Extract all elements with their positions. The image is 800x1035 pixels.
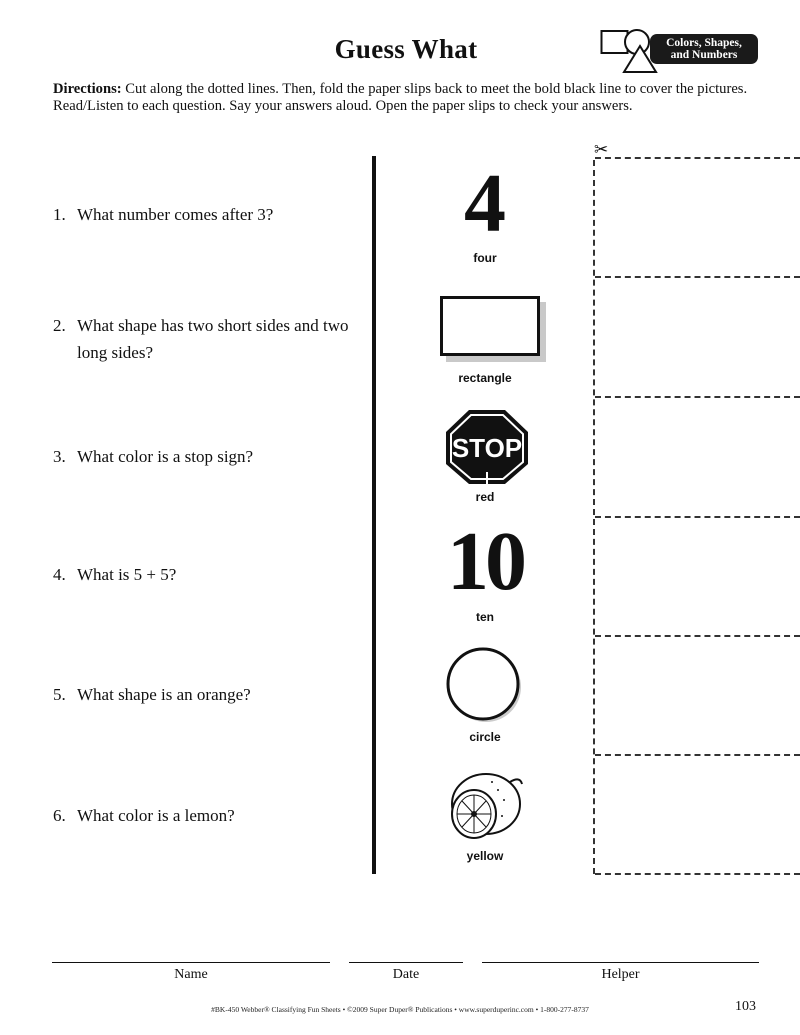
- question-5: [53, 681, 367, 708]
- question-text: What is 5 + 5?: [77, 565, 177, 584]
- cut-line: [595, 157, 800, 159]
- question-text: What number comes after 3?: [77, 205, 274, 224]
- question-number: 4.: [53, 565, 66, 584]
- cut-line: [595, 873, 800, 875]
- question-2: [53, 312, 355, 366]
- cut-line: [595, 276, 800, 278]
- answer-label: rectangle: [458, 371, 512, 385]
- category-label-line1: Colors, Shapes,: [666, 37, 742, 49]
- date-label: Date: [392, 967, 420, 982]
- circle-icon: [444, 645, 524, 725]
- answer-label: yellow: [466, 849, 504, 863]
- category-label: [650, 34, 758, 64]
- answer-label: four: [473, 251, 497, 265]
- cut-line: [595, 516, 800, 518]
- scissors-icon: ✂: [594, 140, 609, 159]
- question-text: What color is a stop sign?: [77, 447, 254, 466]
- question-3: [53, 443, 367, 470]
- answer-label: circle: [469, 730, 501, 744]
- directions: [53, 81, 765, 115]
- question-number: 1.: [53, 205, 66, 224]
- bold-fold-line: [372, 156, 376, 874]
- answer-label: ten: [476, 610, 494, 624]
- cut-line: [595, 396, 800, 398]
- helper-line[interactable]: [482, 962, 759, 963]
- name-label: Name: [174, 967, 208, 982]
- directions-text: Cut along the dotted lines. Then, fold the paper slips back to meet the bold black line to cover the pictures. Read/Listen to each question. Say your answers aloud. Open the paper slips to check your answers.: [53, 81, 748, 114]
- category-badge: [600, 28, 760, 74]
- question-4: [53, 561, 367, 588]
- date-line[interactable]: [349, 962, 463, 963]
- helper-label: Helper: [601, 967, 640, 982]
- footer-credits: #BK-450 Webber® Classifying Fun Sheets • ©2009 Super Duper® Publications • www.superduperinc.com • 1-800-277-8737: [211, 1005, 589, 1014]
- question-number: 6.: [53, 806, 66, 825]
- question-6: [53, 802, 367, 829]
- category-label-line2: and Numbers: [670, 49, 738, 61]
- number-four-icon: 4: [464, 157, 506, 250]
- question-text: What shape is an orange?: [77, 685, 251, 704]
- answer-label: red: [475, 490, 495, 504]
- page-title: Guess What: [334, 34, 478, 64]
- question-number: 2.: [53, 316, 66, 335]
- question-1: [53, 201, 367, 228]
- stop-sign-icon: [444, 408, 530, 486]
- cut-line: [595, 635, 800, 637]
- question-text: What shape has two short sides and two long sides?: [77, 316, 349, 362]
- directions-label: Directions:: [53, 81, 122, 97]
- name-line[interactable]: [52, 962, 330, 963]
- question-number: 3.: [53, 447, 66, 466]
- cut-line: [595, 754, 800, 756]
- question-number: 5.: [53, 685, 66, 704]
- page-number: 103: [735, 999, 756, 1014]
- stop-sign-text: STOP: [451, 433, 523, 463]
- question-text: What color is a lemon?: [77, 806, 235, 825]
- rectangle-icon: [440, 296, 540, 356]
- lemon-icon: [440, 766, 526, 846]
- number-ten-icon: 10: [447, 515, 523, 608]
